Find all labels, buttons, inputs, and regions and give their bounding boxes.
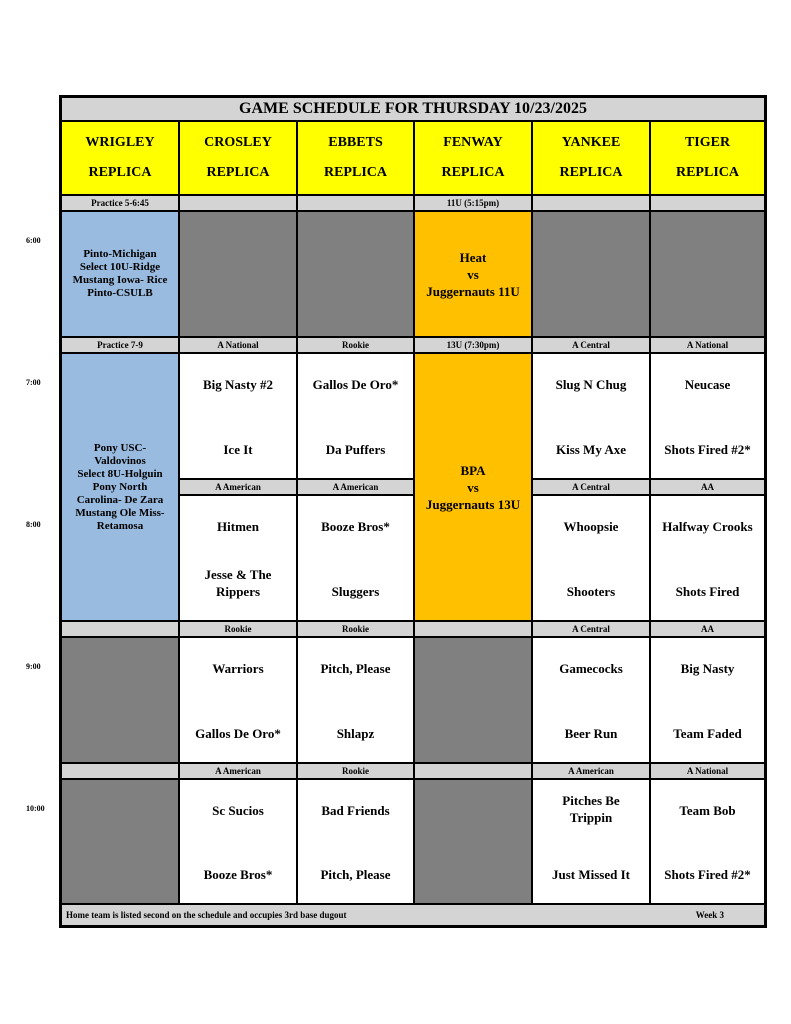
fenway-game-11u xyxy=(414,211,532,337)
team-home: Ice It xyxy=(223,442,253,457)
venue-header-ebbets xyxy=(297,121,414,195)
slot-label: AA xyxy=(650,621,765,637)
game-tiger-9 xyxy=(650,637,765,763)
game-yankee-10 xyxy=(532,779,650,904)
game-crosley-7 xyxy=(179,353,297,479)
game-ebbets-8 xyxy=(297,495,414,621)
slot-label xyxy=(297,195,414,211)
venue-name: CROSLEY xyxy=(204,135,272,150)
time-label-8: 8:00 xyxy=(26,520,41,529)
game-yankee-7 xyxy=(532,353,650,479)
game-crosley-9 xyxy=(179,637,297,763)
venue-sub: REPLICA xyxy=(323,165,387,180)
team-away: Pitches Be Trippin xyxy=(562,793,620,825)
team-home: Pitch, Please xyxy=(320,867,391,882)
slot-label: Rookie xyxy=(179,621,297,637)
time-label-9: 9:00 xyxy=(26,662,41,671)
team-away: Bad Friends xyxy=(321,803,390,818)
fenway-game-13u xyxy=(414,353,532,621)
team-home: Da Puffers xyxy=(325,442,386,457)
slot-label xyxy=(532,195,650,211)
team-away: Sc Sucios xyxy=(212,803,264,818)
slot-label: A Central xyxy=(532,479,650,495)
venue-name: TIGER xyxy=(684,135,731,150)
team-away: Big Nasty #2 xyxy=(202,377,274,392)
venue-header-crosley xyxy=(179,121,297,195)
team-home: Booze Bros* xyxy=(203,867,273,882)
slot-label: Rookie xyxy=(297,763,414,779)
practice-line: Select 10U-Ridge xyxy=(79,261,161,273)
team-away: Heat xyxy=(459,249,487,265)
practice-line: Mustang Iowa- Rice xyxy=(72,274,168,286)
empty-slot xyxy=(61,637,179,763)
week-label: Week 3 xyxy=(695,910,724,920)
slot-label: Rookie xyxy=(297,621,414,637)
team-home: Beer Run xyxy=(564,726,618,741)
practice-line: Mustang Ole Miss- xyxy=(75,506,165,519)
game-crosley-10 xyxy=(179,779,297,904)
game-tiger-7 xyxy=(650,353,765,479)
venue-name: YANKEE xyxy=(561,135,621,150)
empty-slot xyxy=(650,211,765,337)
empty-slot xyxy=(532,211,650,337)
time-label-10: 10:00 xyxy=(26,804,45,813)
slot-label xyxy=(179,195,297,211)
slot-label: A Central xyxy=(532,621,650,637)
slot-label: A National xyxy=(650,337,765,353)
team-away: Halfway Crooks xyxy=(662,519,753,534)
venue-name: WRIGLEY xyxy=(85,135,155,150)
slot-label: 13U (7:30pm) xyxy=(414,337,532,353)
practice-line: Carolina- De Zara xyxy=(76,493,164,506)
game-yankee-9 xyxy=(532,637,650,763)
slot-label: A American xyxy=(297,479,414,495)
game-ebbets-9 xyxy=(297,637,414,763)
team-home: Shooters xyxy=(566,584,616,599)
slot-label: A National xyxy=(650,763,765,779)
team-away: Pitch, Please xyxy=(320,661,391,676)
footer-bar xyxy=(61,904,765,926)
slot-label: AA xyxy=(650,479,765,495)
venue-sub: REPLICA xyxy=(206,165,270,180)
team-home: Shots Fired xyxy=(675,584,740,599)
time-label-6: 6:00 xyxy=(26,236,41,245)
venue-header-fenway xyxy=(414,121,532,195)
team-home: Sluggers xyxy=(331,584,380,599)
venue-sub: REPLICA xyxy=(88,165,152,180)
game-crosley-8 xyxy=(179,495,297,621)
game-tiger-8 xyxy=(650,495,765,621)
practice-line: Pony North xyxy=(92,480,148,493)
slot-label: 11U (5:15pm) xyxy=(414,195,532,211)
slot-label: Practice 7-9 xyxy=(61,337,179,353)
team-home: Jesse & The Rippers xyxy=(204,567,272,599)
slot-label xyxy=(650,195,765,211)
venue-name: EBBETS xyxy=(328,135,383,150)
empty-slot xyxy=(414,637,532,763)
slot-label xyxy=(414,621,532,637)
game-ebbets-7 xyxy=(297,353,414,479)
empty-slot xyxy=(297,211,414,337)
team-away: Slug N Chug xyxy=(555,377,627,392)
venue-sub: REPLICA xyxy=(441,165,505,180)
team-away: BPA xyxy=(460,462,486,478)
slot-label: A American xyxy=(532,763,650,779)
slot-label xyxy=(414,763,532,779)
practice-line: Pinto-CSULB xyxy=(87,287,153,299)
slot-label: A American xyxy=(179,763,297,779)
venue-header-wrigley xyxy=(61,121,179,195)
game-tiger-10 xyxy=(650,779,765,904)
venue-sub: REPLICA xyxy=(559,165,623,180)
venue-header-yankee xyxy=(532,121,650,195)
practice-line: Valdovinos xyxy=(94,454,146,467)
empty-slot xyxy=(179,211,297,337)
team-away: Team Bob xyxy=(679,803,736,818)
practice-line: Retamosa xyxy=(96,519,144,532)
slot-label: Rookie xyxy=(297,337,414,353)
slot-label xyxy=(61,621,179,637)
team-home: Team Faded xyxy=(673,726,742,741)
team-away: Gamecocks xyxy=(559,661,623,676)
team-away: Booze Bros* xyxy=(321,519,390,534)
practice-line: Select 8U-Holguin xyxy=(77,467,163,480)
team-home: Just Missed It xyxy=(551,867,630,882)
schedule-title: GAME SCHEDULE FOR THURSDAY 10/23/2025 xyxy=(61,97,765,121)
venue-header-tiger xyxy=(650,121,765,195)
team-home: Kiss My Axe xyxy=(555,442,627,457)
team-away: Neucase xyxy=(684,377,731,392)
team-away: Big Nasty xyxy=(680,661,735,676)
practice-block-1 xyxy=(61,211,179,337)
venue-sub: REPLICA xyxy=(675,165,739,180)
team-home: Juggernauts 13U xyxy=(425,496,521,512)
slot-label: Practice 5-6:45 xyxy=(61,195,179,211)
team-away: Hitmen xyxy=(217,519,259,534)
practice-line: Pinto-Michigan xyxy=(83,248,157,260)
team-away: Warriors xyxy=(212,661,264,676)
team-home: Shots Fired #2* xyxy=(664,867,751,882)
slot-label: A National xyxy=(179,337,297,353)
team-home: Shlapz xyxy=(336,726,375,741)
practice-block-2 xyxy=(61,353,179,621)
team-home: Shots Fired #2* xyxy=(664,442,751,457)
slot-label: A American xyxy=(179,479,297,495)
empty-slot xyxy=(61,779,179,904)
team-away: Whoopsie xyxy=(563,519,619,534)
slot-label xyxy=(61,763,179,779)
venue-name: FENWAY xyxy=(443,135,503,150)
team-away: Gallos De Oro* xyxy=(312,377,399,392)
team-home: Juggernauts 11U xyxy=(426,283,520,299)
time-label-7: 7:00 xyxy=(26,378,41,387)
vs-label: vs xyxy=(467,479,479,495)
game-yankee-8 xyxy=(532,495,650,621)
footer-note: Home team is listed second on the schedule and occupies 3rd base dugout xyxy=(66,910,347,920)
schedule-table xyxy=(59,95,767,928)
practice-line: Pony USC- xyxy=(93,441,147,454)
slot-label: A Central xyxy=(532,337,650,353)
team-home: Gallos De Oro* xyxy=(195,726,281,741)
vs-label: vs xyxy=(467,266,479,282)
empty-slot xyxy=(414,779,532,904)
game-ebbets-10 xyxy=(297,779,414,904)
